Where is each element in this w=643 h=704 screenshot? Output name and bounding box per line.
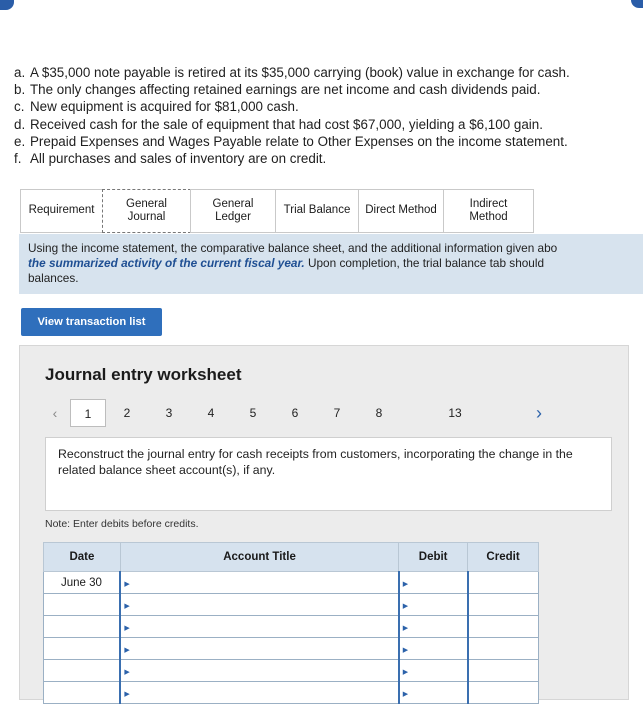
table-header-row: [44, 543, 539, 572]
dropdown-arrow-icon: ▶: [402, 690, 409, 698]
header-credit: Credit: [468, 543, 539, 572]
top-left-corner-decoration: [0, 0, 14, 10]
account-title-cell[interactable]: [120, 682, 398, 704]
instructions-line-2-rest: Upon completion, the trial balance tab should: [304, 256, 545, 270]
info-text: All purchases and sales of inventory are on credit.: [30, 151, 327, 167]
info-letter: e.: [14, 133, 26, 149]
requirement-tabs: [20, 189, 533, 235]
debit-cell[interactable]: [399, 660, 468, 682]
worksheet-title: Journal entry worksheet: [45, 365, 242, 384]
table-row: [44, 638, 539, 660]
date-cell[interactable]: June 30: [44, 572, 121, 594]
debit-cell[interactable]: [399, 638, 468, 660]
table-row: [44, 660, 539, 682]
info-letter: c.: [14, 99, 25, 115]
dropdown-arrow-icon[interactable]: ▶: [124, 624, 130, 632]
chevron-left-icon[interactable]: ‹: [52, 405, 58, 421]
chevron-right-icon[interactable]: ›: [536, 402, 542, 423]
tab-direct-method[interactable]: Direct Method: [358, 189, 444, 233]
dropdown-arrow-icon: ▶: [402, 624, 409, 632]
date-cell[interactable]: [44, 616, 121, 638]
dropdown-arrow-icon[interactable]: ▶: [124, 580, 130, 588]
date-cell[interactable]: [44, 660, 121, 682]
page-item[interactable]: 6: [291, 406, 299, 420]
info-letter: b.: [14, 82, 26, 98]
info-item-e: [14, 133, 634, 150]
dropdown-arrow-icon: ▶: [402, 646, 409, 654]
page-item[interactable]: 2: [123, 406, 131, 420]
debit-cell[interactable]: [399, 616, 468, 638]
debit-credit-note: Note: Enter debits before credits.: [45, 518, 199, 530]
credit-cell[interactable]: [468, 572, 539, 594]
info-text: New equipment is acquired for $81,000 cash.: [30, 99, 299, 115]
account-title-cell[interactable]: [120, 638, 398, 660]
account-title-cell[interactable]: [120, 660, 398, 682]
page-item[interactable]: 5: [249, 406, 257, 420]
page-item[interactable]: 1: [70, 399, 106, 427]
instructions-line-2: [28, 256, 643, 271]
date-cell[interactable]: [44, 682, 121, 704]
credit-cell[interactable]: [468, 638, 539, 660]
info-item-d: [14, 116, 634, 133]
tab-trial-balance[interactable]: Trial Balance: [275, 189, 359, 233]
dropdown-arrow-icon: ▶: [402, 602, 409, 610]
table-row: [44, 682, 539, 704]
top-right-corner-decoration: [631, 0, 643, 8]
journal-table: [43, 542, 539, 704]
header-date: Date: [44, 543, 121, 572]
additional-information: [14, 64, 634, 167]
credit-cell[interactable]: [468, 660, 539, 682]
dropdown-arrow-icon[interactable]: ▶: [124, 668, 130, 676]
instructions-line-3: balances.: [28, 271, 79, 285]
tab-general-ledger[interactable]: General Ledger: [190, 189, 276, 233]
journal-entry-worksheet: [19, 345, 629, 700]
account-title-cell[interactable]: [120, 572, 398, 594]
table-row: [44, 594, 539, 616]
dropdown-arrow-icon[interactable]: ▶: [124, 690, 130, 698]
instructions-panel: [19, 234, 643, 294]
dropdown-arrow-icon[interactable]: ▶: [124, 602, 130, 610]
worksheet-pager: [40, 398, 612, 428]
date-cell[interactable]: [44, 594, 121, 616]
info-item-b: [14, 81, 634, 98]
debit-cell[interactable]: [399, 594, 468, 616]
page-item[interactable]: 13: [448, 406, 462, 420]
instructions-line-1: Using the income statement, the comparative balance sheet, and the additional information given abo: [28, 241, 558, 255]
info-text: A $35,000 note payable is retired at its $35,000 carrying (book) value in exchange for cash.: [30, 65, 570, 80]
info-text: Received cash for the sale of equipment that had cost $67,000, yielding a $6,100 gain.: [30, 116, 543, 132]
header-account-title: Account Title: [120, 543, 398, 572]
page-item[interactable]: 8: [375, 406, 383, 420]
info-item-a: [14, 64, 634, 81]
info-item-f: [14, 150, 634, 167]
view-transaction-list-button[interactable]: View transaction list: [21, 308, 162, 336]
dropdown-arrow-icon: ▶: [402, 580, 409, 588]
info-text: The only changes affecting retained earnings are net income and cash dividends paid.: [30, 82, 541, 98]
credit-cell[interactable]: [468, 616, 539, 638]
entry-prompt: Reconstruct the journal entry for cash receipts from customers, incorporating the change in the related balance sheet account(s), if any.: [45, 437, 612, 511]
header-debit: Debit: [399, 543, 468, 572]
dropdown-arrow-icon[interactable]: ▶: [124, 646, 130, 654]
debit-cell[interactable]: [399, 572, 468, 594]
tab-general-journal[interactable]: General Journal: [102, 189, 191, 233]
tab-requirement[interactable]: Requirement: [20, 189, 103, 233]
tab-indirect-method[interactable]: Indirect Method: [443, 189, 534, 233]
account-title-cell[interactable]: [120, 594, 398, 616]
instructions-emphasis: the summarized activity of the current fiscal year.: [28, 256, 305, 270]
table-row: [44, 572, 539, 594]
date-cell[interactable]: [44, 638, 121, 660]
debit-cell[interactable]: [399, 682, 468, 704]
info-letter: f.: [14, 151, 22, 167]
page-item[interactable]: 7: [333, 406, 341, 420]
table-row: [44, 616, 539, 638]
credit-cell[interactable]: [468, 594, 539, 616]
account-title-cell[interactable]: [120, 616, 398, 638]
page-item[interactable]: 3: [165, 406, 173, 420]
info-text: Prepaid Expenses and Wages Payable relate to Other Expenses on the income statement.: [30, 133, 568, 149]
info-item-c: [14, 98, 634, 115]
page-item[interactable]: 4: [207, 406, 215, 420]
info-letter: a.: [14, 65, 26, 80]
info-letter: d.: [14, 116, 26, 132]
credit-cell[interactable]: [468, 682, 539, 704]
dropdown-arrow-icon: ▶: [402, 668, 409, 676]
